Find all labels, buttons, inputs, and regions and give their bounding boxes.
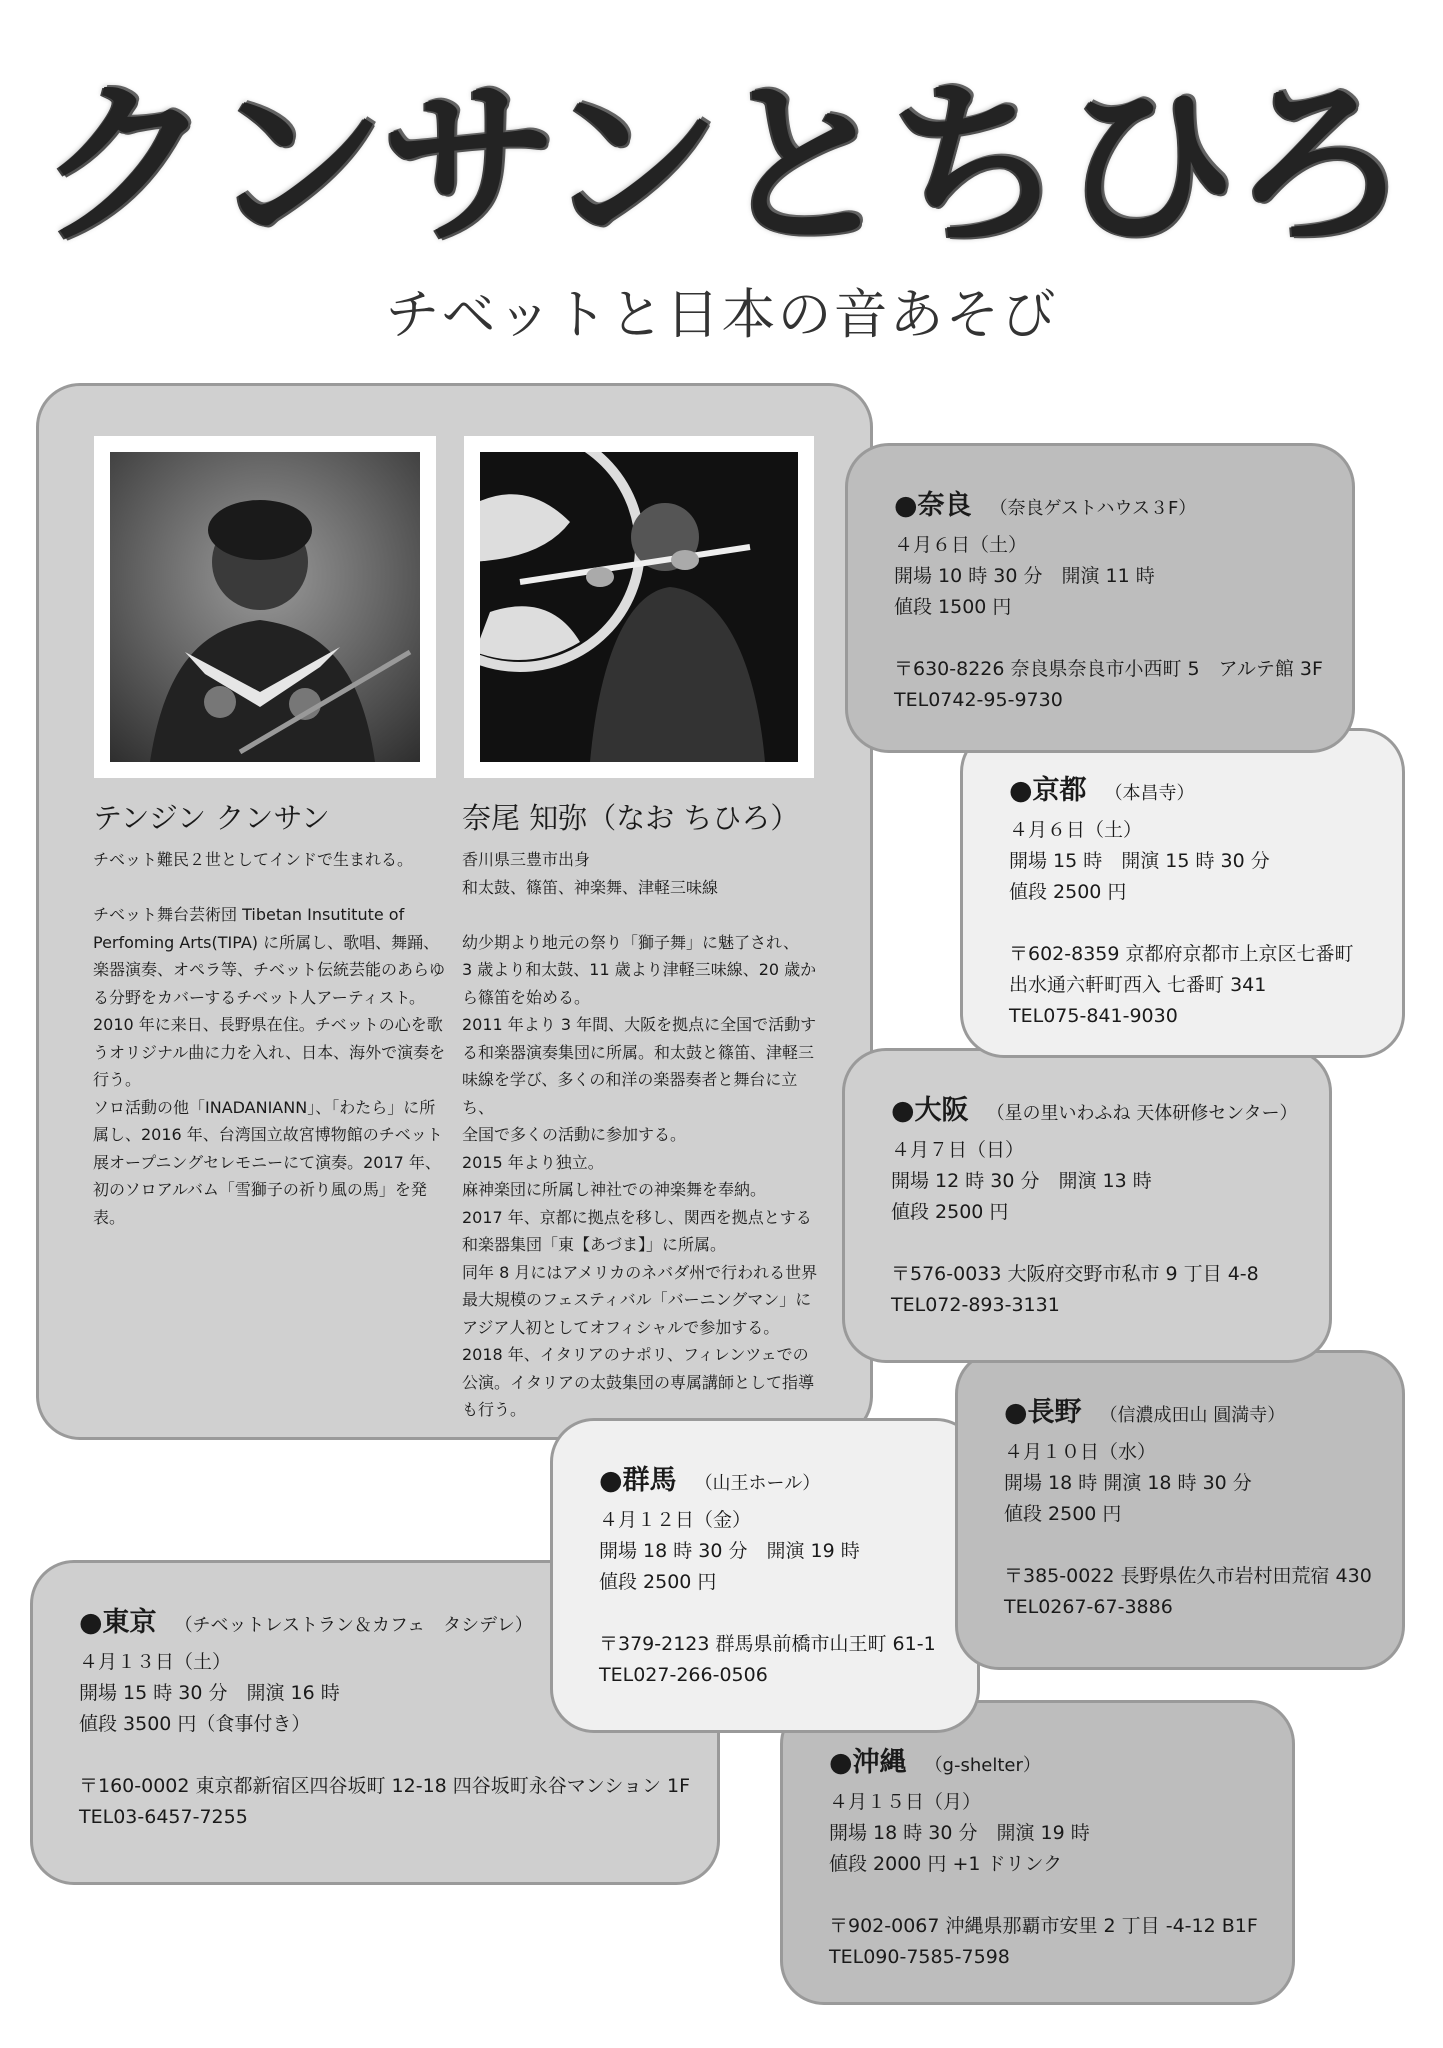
venue-time: 開場 18 時 開演 18 時 30 分 (1004, 1472, 1252, 1494)
venue-place: （山王ホール） (694, 1473, 821, 1494)
venue-city: ●京都 (1009, 775, 1087, 806)
venue-address: 〒902-0067 沖縄県那覇市安里 2 丁目 -4-12 B1F (829, 1915, 1258, 1937)
venue-time: 開場 18 時 30 分 開演 19 時 (829, 1822, 1090, 1844)
venue-address: 〒602-8359 京都府京都市上京区七番町 (1009, 943, 1354, 965)
subtitle: チベットと日本の音あそび (385, 283, 1058, 346)
venue-time: 開場 12 時 30 分 開演 13 時 (891, 1170, 1152, 1192)
venue-tel: TEL03-6457-7255 (79, 1806, 248, 1828)
venue-time: 開場 18 時 30 分 開演 19 時 (599, 1540, 860, 1562)
venue-time: 開場 10 時 30 分 開演 11 時 (894, 565, 1155, 587)
venue-place: （信濃成田山 圓満寺） (1099, 1405, 1286, 1426)
venue-city: ●群馬 (599, 1465, 677, 1496)
artist-photo-kunsang (94, 436, 436, 778)
venue-tel: TEL027-266-0506 (599, 1664, 768, 1686)
venue-date: ４月１２日（金） (599, 1509, 752, 1531)
venue-address: 出水通六軒町西入 七番町 341 (1009, 974, 1267, 996)
venue-tel: TEL072-893-3131 (891, 1294, 1060, 1316)
venue-tel: TEL090-7585-7598 (829, 1946, 1010, 1968)
venue-gunma (550, 1418, 980, 1733)
venue-place: （g-shelter） (924, 1755, 1041, 1776)
venue-date: ４月１５日（月） (829, 1791, 982, 1813)
artists-panel (36, 383, 873, 1440)
venue-okinawa (780, 1700, 1295, 2005)
venue-time: 開場 15 時 開演 15 時 30 分 (1009, 850, 1270, 872)
venue-date: ４月６日（土） (1009, 819, 1143, 841)
artist-name-kunsang: テンジン クンサン (93, 801, 330, 835)
venue-price: 値段 1500 円 (894, 596, 1012, 618)
venue-kyoto (960, 728, 1405, 1058)
venue-nara (845, 443, 1355, 753)
venue-price: 値段 3500 円（食事付き） (79, 1713, 311, 1735)
venue-city: ●長野 (1004, 1397, 1082, 1428)
venue-tel: TEL0742-95-9730 (894, 689, 1063, 711)
venue-date: ４月６日（土） (894, 534, 1028, 556)
venue-tel: TEL0267-67-3886 (1004, 1596, 1173, 1618)
venue-place: （星の里いわふね 天体研修センター） (986, 1103, 1298, 1124)
venue-price: 値段 2500 円 (1004, 1503, 1122, 1525)
venue-city: ●沖縄 (829, 1747, 907, 1778)
venue-date: ４月７日（日） (891, 1139, 1025, 1161)
venue-date: ４月１０日（水） (1004, 1441, 1157, 1463)
venue-address: 〒160-0002 東京都新宿区四谷坂町 12-18 四谷坂町永谷マンション 1F (79, 1775, 691, 1797)
venue-tel: TEL075-841-9030 (1009, 1005, 1178, 1027)
venue-address: 〒385-0022 長野県佐久市岩村田荒宿 430 (1004, 1565, 1372, 1587)
artist-photo-chihiro (464, 436, 814, 778)
venue-city: ●大阪 (891, 1095, 969, 1126)
venue-place: （チベットレストラン＆カフェ タシデレ） (174, 1615, 533, 1636)
venue-place: （奈良ゲストハウス３F） (989, 498, 1197, 519)
venue-osaka (842, 1048, 1332, 1363)
venue-price: 値段 2500 円 (1009, 881, 1127, 903)
venue-price: 値段 2500 円 (891, 1201, 1009, 1223)
venue-price: 値段 2000 円 +1 ドリンク (829, 1853, 1063, 1875)
artist-name-chihiro: 奈尾 知弥（なお ちひろ） (462, 801, 800, 835)
venue-address: 〒630-8226 奈良県奈良市小西町 5 アルテ館 3F (894, 658, 1323, 680)
main-title: クンサンとちひろ (36, 60, 1404, 269)
venue-place: （本昌寺） (1104, 783, 1195, 804)
artist-bio-kunsang: チベット難民２世としてインドで生まれる。 チベット舞台芸術団 Tibetan Insutitute of Perfoming Arts(TIPA) に所属し、歌唱、舞踊、 楽器演奏、オペラ等、チベット伝統芸能のあらゆ る分野をカバーするチベット人アーティスト。 2010 年に来日、長野県在住。チベットの心を歌 うオリジナル曲に力を入れ、日本、海外で演奏を 行う。 ソロ活動の他「INADANIANN」、「わたら」に所 属し、2016 年、台湾国立故宮博物館のチベット 展オープニングセレモニーにて演奏。2017 年、 初のソロアルバム「雪獅子の祈り風の馬」を発表。 (93, 850, 446, 1227)
venue-city: ●奈良 (894, 490, 972, 521)
venue-city: ●東京 (79, 1607, 157, 1638)
flutist-silhouette-icon (480, 452, 798, 762)
venue-date: ４月１３日（土） (79, 1651, 232, 1673)
venue-time: 開場 15 時 30 分 開演 16 時 (79, 1682, 340, 1704)
venue-nagano (955, 1350, 1405, 1670)
venue-address: 〒379-2123 群馬県前橋市山王町 61-1 (599, 1633, 936, 1655)
venue-address: 〒576-0033 大阪府交野市私市 9 丁目 4-8 (891, 1263, 1259, 1285)
artist-bio-chihiro: 香川県三豊市出身 和太鼓、篠笛、神楽舞、津軽三味線 幼少期より地元の祭り「獅子舞」に魅了され、 3 歳より和太鼓、11 歳より津軽三味線、20 歳か ら篠笛を始める。 2011 年より 3 年間、大阪を拠点に全国で活動す る和楽器演奏集団に所属。和太鼓と篠笛、津軽三 味線を学び、多くの和洋の楽器奏者と舞台に立ち、 全国で多くの活動に参加する。 2015 年より独立。 麻神楽団に所属し神社での神楽舞を奉納。 2017 年、京都に拠点を移し、関西を拠点とする 和楽器集団「東【あづま】」に所属。 同年 8 月にはアメリカのネバダ州で行われる世界 最大規模のフェスティバル「バーニングマン」に アジア人初としてオフィシャルで参加する。 2018 年、イタリアのナポリ、フィレンツェでの 公演。イタリアの太鼓集団の専属講師として指導 も行う。 (462, 850, 818, 1419)
venue-price: 値段 2500 円 (599, 1571, 717, 1593)
musician-silhouette-icon (110, 452, 420, 762)
